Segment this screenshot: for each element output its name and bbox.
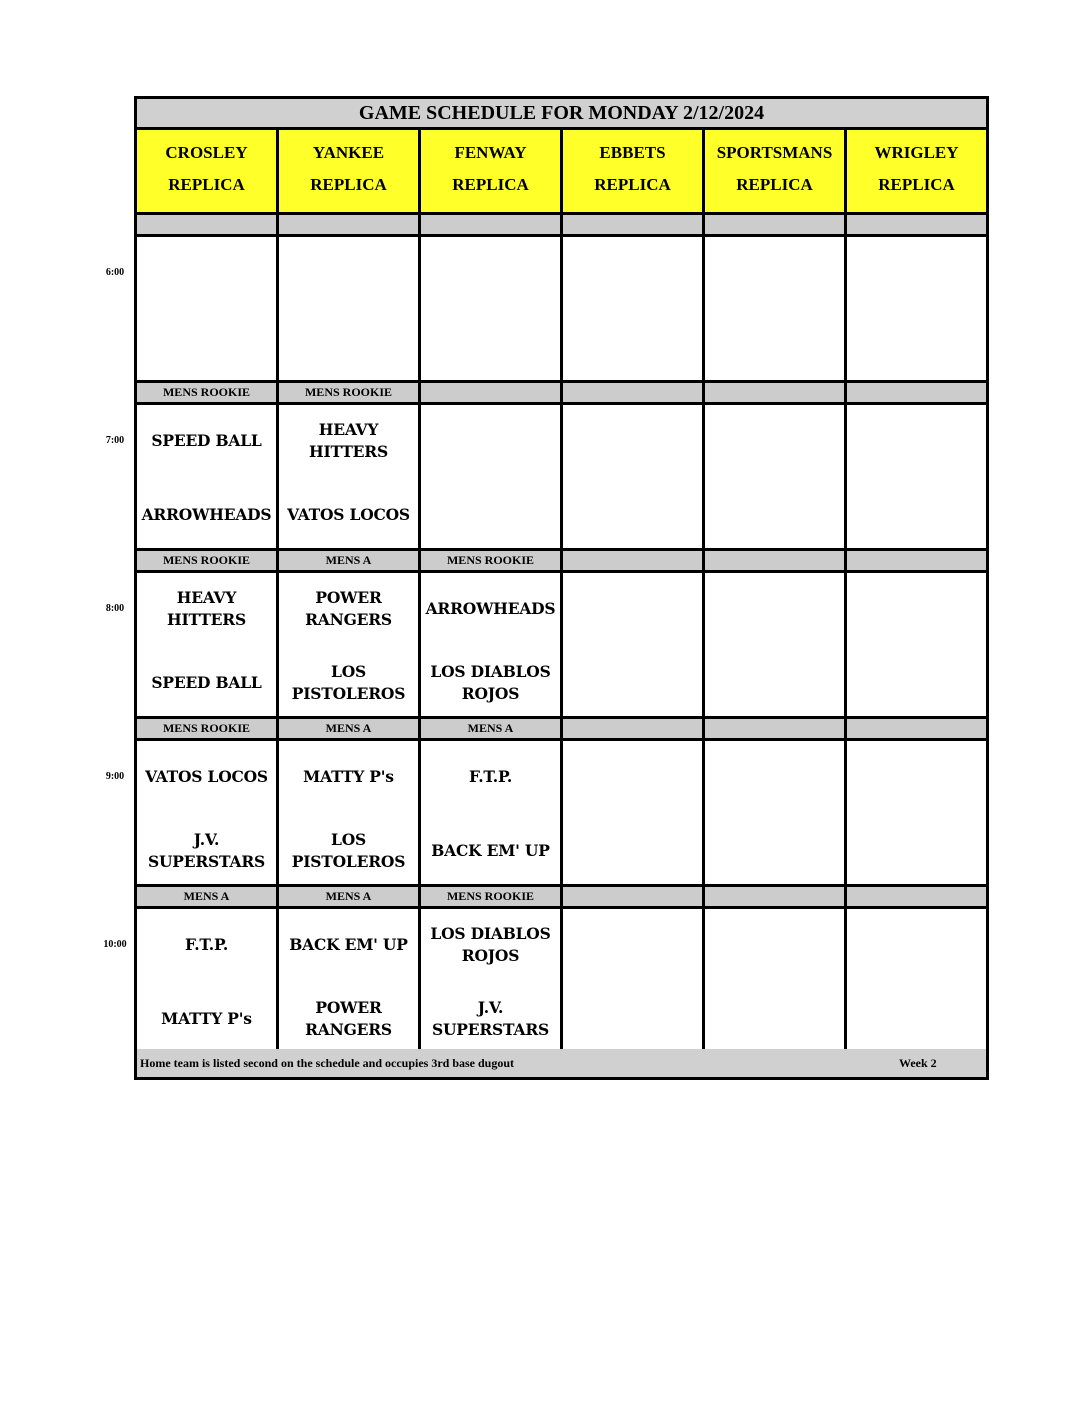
game-row [137, 741, 986, 887]
game-cell [279, 741, 421, 884]
away-team [707, 923, 842, 967]
field-type: REPLICA [878, 175, 955, 194]
away-team [565, 419, 700, 463]
division-label [705, 383, 847, 402]
division-row [137, 887, 986, 909]
home-team [849, 997, 984, 1041]
division-label [137, 215, 279, 234]
away-team [707, 419, 842, 463]
division-label: MENS ROOKIE [421, 887, 563, 906]
division-label: MENS ROOKIE [421, 551, 563, 570]
field-header-5 [847, 130, 986, 212]
game-cell [847, 405, 986, 548]
game-cell [421, 405, 563, 548]
week-label: Week 2 [899, 1056, 937, 1070]
division-label: MENS A [421, 719, 563, 738]
away-team: VATOS LOCOS [145, 767, 268, 786]
division-label [563, 887, 705, 906]
field-header-1 [279, 130, 421, 212]
away-team [849, 923, 984, 967]
game-cell [847, 909, 986, 1052]
division-label [847, 551, 986, 570]
game-cell [137, 741, 279, 884]
division-label: MENS ROOKIE [137, 551, 279, 570]
field-name: WRIGLEY [874, 143, 959, 162]
field-header-4 [705, 130, 847, 212]
away-team [849, 251, 984, 295]
away-team [423, 419, 558, 463]
division-label [705, 215, 847, 234]
division-label: MENS ROOKIE [137, 383, 279, 402]
home-team [707, 997, 842, 1041]
home-team [565, 829, 700, 873]
game-row [137, 909, 986, 1055]
division-label: MENS A [279, 551, 421, 570]
field-type: REPLICA [168, 175, 245, 194]
home-team [565, 997, 700, 1041]
home-team: MATTY P's [161, 1009, 252, 1028]
division-label [705, 719, 847, 738]
home-team [849, 493, 984, 537]
game-cell [563, 909, 705, 1052]
field-header-3 [563, 130, 705, 212]
home-team [707, 325, 842, 369]
game-cell [137, 237, 279, 380]
home-team [707, 493, 842, 537]
away-team [565, 923, 700, 967]
division-label [847, 215, 986, 234]
division-label [847, 887, 986, 906]
division-label: MENS ROOKIE [137, 719, 279, 738]
game-cell [421, 909, 563, 1052]
game-cell [705, 741, 847, 884]
game-cell [279, 237, 421, 380]
schedule-footer [137, 1049, 986, 1077]
home-team-note: Home team is listed second on the schedule and occupies 3rd base dugout [140, 1056, 515, 1070]
game-cell [421, 741, 563, 884]
game-cell [137, 573, 279, 716]
game-cell [563, 405, 705, 548]
away-team [707, 251, 842, 295]
away-team [707, 587, 842, 631]
schedule-table [134, 96, 989, 1080]
game-row [137, 405, 986, 551]
away-team: F.T.P. [468, 767, 513, 786]
game-cell [705, 237, 847, 380]
away-team [707, 755, 842, 799]
home-team [423, 325, 558, 369]
game-cell [705, 573, 847, 716]
home-team: LOS PISTOLEROS [291, 830, 406, 871]
game-cell [421, 237, 563, 380]
home-team: ARROWHEADS [141, 505, 272, 524]
division-row [137, 215, 986, 237]
time-label: 6:00 [105, 267, 125, 278]
away-team [849, 587, 984, 631]
division-label [847, 719, 986, 738]
division-label: MENS A [137, 887, 279, 906]
home-team: POWER RANGERS [305, 998, 392, 1039]
away-team [423, 251, 558, 295]
division-row [137, 551, 986, 573]
field-name: EBBETS [599, 143, 666, 162]
field-type: REPLICA [452, 175, 529, 194]
game-cell [137, 405, 279, 548]
game-cell [847, 237, 986, 380]
field-name: YANKEE [312, 143, 385, 162]
game-cell [421, 573, 563, 716]
time-label: 8:00 [105, 603, 125, 614]
division-label [563, 551, 705, 570]
away-team: F.T.P. [184, 935, 229, 954]
away-team [281, 251, 416, 295]
away-team: MATTY P's [303, 767, 394, 786]
home-team: J.V. SUPERSTARS [431, 998, 550, 1039]
home-team [849, 829, 984, 873]
field-header-2 [421, 130, 563, 212]
home-team [849, 325, 984, 369]
home-team: VATOS LOCOS [287, 505, 410, 524]
away-team: HEAVY HITTERS [309, 420, 388, 461]
game-cell [847, 741, 986, 884]
away-team: BACK EM' UP [289, 935, 408, 954]
home-team: LOS DIABLOS ROJOS [430, 662, 551, 703]
division-label [563, 215, 705, 234]
time-label: 7:00 [105, 435, 125, 446]
home-team [565, 661, 700, 705]
away-team [565, 251, 700, 295]
division-row [137, 719, 986, 741]
field-header-0 [137, 130, 279, 212]
division-label [421, 215, 563, 234]
away-team: LOS DIABLOS ROJOS [430, 924, 551, 965]
home-team: SPEED BALL [151, 673, 262, 692]
field-type: REPLICA [736, 175, 813, 194]
away-team [139, 251, 274, 295]
game-cell [705, 405, 847, 548]
home-team: BACK EM' UP [431, 841, 550, 860]
game-cell [563, 741, 705, 884]
home-team: LOS PISTOLEROS [291, 662, 406, 703]
away-team: ARROWHEADS [425, 599, 556, 618]
game-cell [563, 573, 705, 716]
game-row [137, 237, 986, 383]
field-type: REPLICA [310, 175, 387, 194]
division-label [279, 215, 421, 234]
game-cell [847, 573, 986, 716]
game-cell [137, 909, 279, 1052]
division-label: MENS A [279, 719, 421, 738]
field-name: FENWAY [454, 143, 527, 162]
division-label [705, 551, 847, 570]
game-cell [279, 909, 421, 1052]
game-cell [705, 909, 847, 1052]
field-name: CROSLEY [165, 143, 248, 162]
time-label: 10:00 [103, 939, 127, 950]
away-team: POWER RANGERS [305, 588, 392, 629]
home-team [281, 325, 416, 369]
division-label [847, 383, 986, 402]
division-label [421, 383, 563, 402]
away-team [849, 755, 984, 799]
game-cell [279, 405, 421, 548]
schedule-title: GAME SCHEDULE FOR MONDAY 2/12/2024 [137, 99, 986, 130]
away-team [565, 587, 700, 631]
home-team: J.V. SUPERSTARS [147, 830, 266, 871]
division-row [137, 383, 986, 405]
away-team: HEAVY HITTERS [167, 588, 246, 629]
time-label: 9:00 [105, 771, 125, 782]
away-team: SPEED BALL [151, 431, 262, 450]
away-team [565, 755, 700, 799]
home-team [707, 661, 842, 705]
division-label [563, 383, 705, 402]
away-team [849, 419, 984, 463]
division-label [563, 719, 705, 738]
game-cell [563, 237, 705, 380]
field-type: REPLICA [594, 175, 671, 194]
field-name: SPORTSMANS [716, 143, 833, 162]
field-header-row [137, 130, 986, 215]
home-team [423, 493, 558, 537]
home-team [139, 325, 274, 369]
game-row [137, 573, 986, 719]
game-cell [279, 573, 421, 716]
home-team [565, 493, 700, 537]
division-label: MENS A [279, 887, 421, 906]
home-team [707, 829, 842, 873]
home-team [565, 325, 700, 369]
division-label [705, 887, 847, 906]
division-label: MENS ROOKIE [279, 383, 421, 402]
home-team [849, 661, 984, 705]
